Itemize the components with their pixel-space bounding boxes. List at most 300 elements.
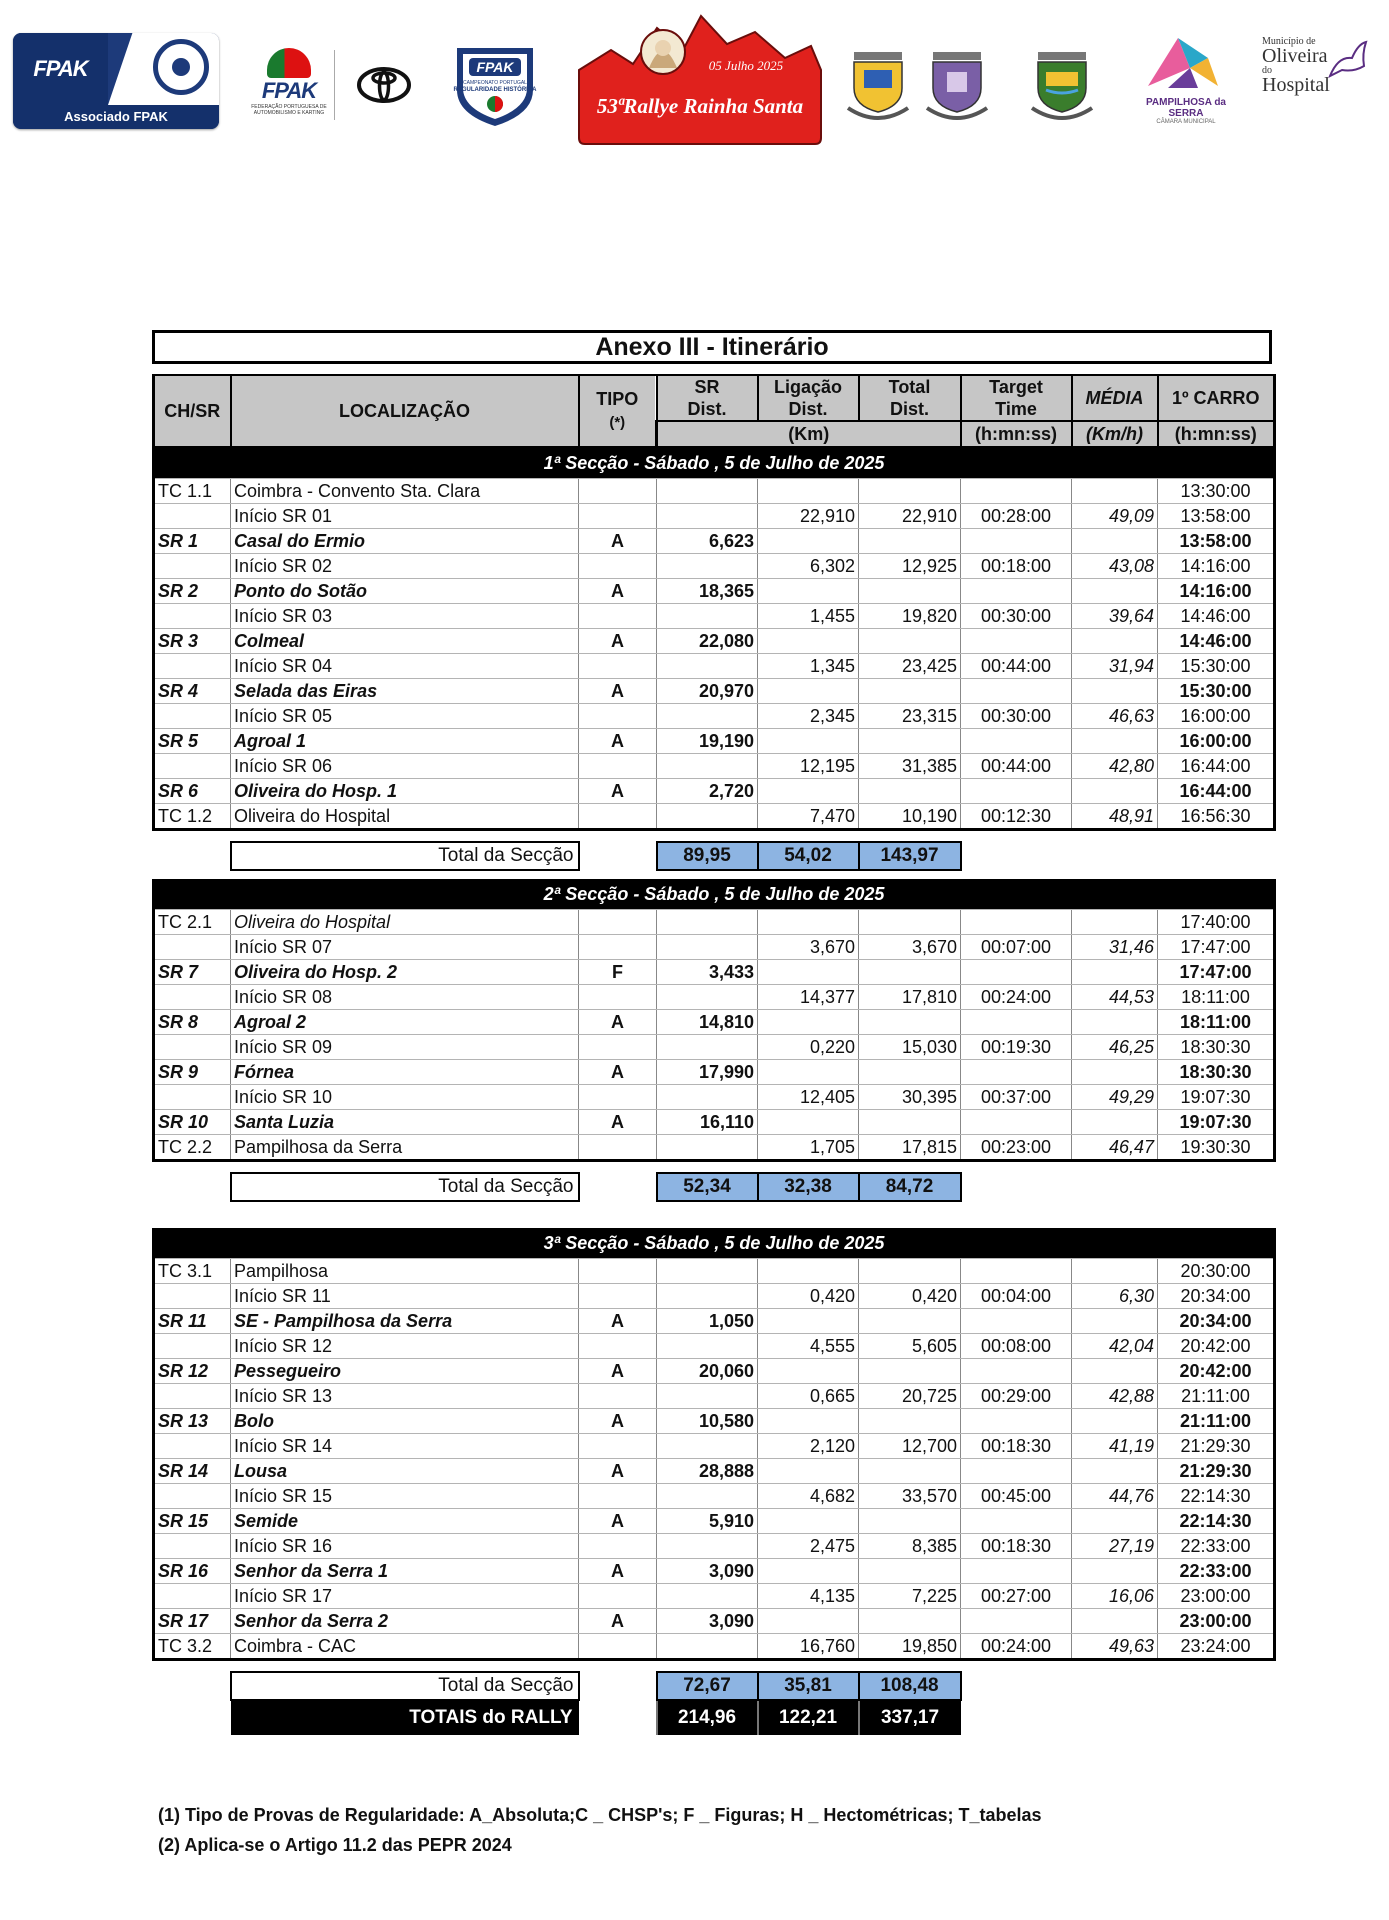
blank-cell [579, 1672, 657, 1700]
cell-chsr: TC 3.1 [154, 1259, 231, 1284]
cell-tipo [579, 704, 657, 729]
santa-clara-coimbra-crest [846, 48, 910, 126]
cell-tipo: A [579, 529, 657, 554]
cell-localizacao: Início SR 03 [231, 604, 579, 629]
cell-sr-dist: 3,433 [657, 960, 758, 985]
cell-chsr [154, 1384, 231, 1409]
cell-first-car: 18:11:00 [1158, 1010, 1275, 1035]
cell-first-car: 21:29:30 [1158, 1459, 1275, 1484]
cell-sr-dist [657, 1434, 758, 1459]
cell-tipo [579, 1259, 657, 1284]
cell-first-car: 16:44:00 [1158, 779, 1275, 804]
cell-ligacao-dist: 2,120 [758, 1434, 859, 1459]
cell-first-car: 22:33:00 [1158, 1534, 1275, 1559]
cell-first-car: 13:58:00 [1158, 504, 1275, 529]
rally-total-row [154, 1700, 1275, 1735]
cell-total-dist: 8,385 [859, 1534, 961, 1559]
cell-chsr: SR 9 [154, 1060, 231, 1085]
cell-media [1072, 1409, 1158, 1434]
cell-target-time: 00:07:00 [961, 935, 1072, 960]
cell-target-time [961, 1409, 1072, 1434]
header-km-unit: (Km) [657, 421, 961, 447]
itinerary-row [154, 1359, 1275, 1384]
cell-localizacao: Início SR 10 [231, 1085, 579, 1110]
cell-tipo: A [579, 679, 657, 704]
itinerary-row [154, 804, 1275, 830]
cell-first-car: 13:58:00 [1158, 529, 1275, 554]
header-sr-dist-label: Dist. [687, 399, 727, 419]
cell-target-time [961, 1559, 1072, 1584]
cell-ligacao-dist [758, 1110, 859, 1135]
cell-chsr: SR 7 [154, 960, 231, 985]
cell-localizacao: Coimbra - Convento Sta. Clara [231, 479, 579, 504]
cell-total-dist [859, 729, 961, 754]
cell-localizacao: Início SR 06 [231, 754, 579, 779]
cell-sr-dist [657, 1584, 758, 1609]
itinerary-row [154, 960, 1275, 985]
horse-rider-icon [1324, 36, 1372, 84]
cell-sr-dist: 1,050 [657, 1309, 758, 1334]
cell-target-time: 00:08:00 [961, 1334, 1072, 1359]
cell-localizacao: Fórnea [231, 1060, 579, 1085]
cell-localizacao: Coimbra - CAC [231, 1634, 579, 1660]
cell-total-dist [859, 1010, 961, 1035]
cell-media [1072, 960, 1158, 985]
cell-chsr [154, 1085, 231, 1110]
blank-cell [154, 1672, 231, 1700]
cell-chsr: SR 6 [154, 779, 231, 804]
cell-tipo [579, 1584, 657, 1609]
cell-chsr: SR 12 [154, 1359, 231, 1384]
itinerary-row [154, 1484, 1275, 1509]
cell-total-dist: 10,190 [859, 804, 961, 830]
itinerary-row [154, 754, 1275, 779]
cell-first-car: 21:11:00 [1158, 1384, 1275, 1409]
cell-chsr: SR 1 [154, 529, 231, 554]
cell-localizacao: Oliveira do Hospital [231, 910, 579, 935]
cell-sr-dist [657, 554, 758, 579]
cell-total-dist [859, 579, 961, 604]
cell-sr-dist [657, 804, 758, 830]
cell-first-car: 21:29:30 [1158, 1434, 1275, 1459]
cell-media: 44,53 [1072, 985, 1158, 1010]
cell-sr-dist: 10,580 [657, 1409, 758, 1434]
spacer-cell [154, 1161, 1275, 1174]
oliveira-word-3: Hospital [1262, 74, 1330, 96]
cell-target-time: 00:18:30 [961, 1534, 1072, 1559]
cell-target-time: 00:18:00 [961, 554, 1072, 579]
cell-sr-dist: 20,060 [657, 1359, 758, 1384]
cell-ligacao-dist: 1,455 [758, 604, 859, 629]
cell-ligacao-dist [758, 1559, 859, 1584]
cell-localizacao: Início SR 04 [231, 654, 579, 679]
cell-first-car: 22:14:30 [1158, 1484, 1275, 1509]
itinerary-row [154, 910, 1275, 935]
cell-sr-dist [657, 704, 758, 729]
cell-tipo [579, 479, 657, 504]
cell-media: 27,19 [1072, 1534, 1158, 1559]
fpak-associado-label: Associado FPAK [13, 105, 219, 129]
cell-localizacao: Ponto do Sotão [231, 579, 579, 604]
cell-first-car: 14:16:00 [1158, 579, 1275, 604]
cell-first-car: 19:30:30 [1158, 1135, 1275, 1161]
cell-sr-dist [657, 1035, 758, 1060]
cell-ligacao-dist [758, 1359, 859, 1384]
cell-target-time: 00:24:00 [961, 985, 1072, 1010]
cell-sr-dist: 5,910 [657, 1509, 758, 1534]
cell-target-time: 00:28:00 [961, 504, 1072, 529]
section-total-sr: 52,34 [657, 1173, 758, 1201]
cell-ligacao-dist: 7,470 [758, 804, 859, 830]
cell-localizacao: Início SR 08 [231, 985, 579, 1010]
cell-target-time [961, 1509, 1072, 1534]
cell-ligacao-dist: 2,475 [758, 1534, 859, 1559]
cell-media: 39,64 [1072, 604, 1158, 629]
cell-ligacao-dist: 0,420 [758, 1284, 859, 1309]
cell-chsr: TC 1.1 [154, 479, 231, 504]
itinerary-row [154, 1060, 1275, 1085]
cell-tipo [579, 1434, 657, 1459]
cell-first-car: 17:40:00 [1158, 910, 1275, 935]
cell-tipo: A [579, 1509, 657, 1534]
shield-fpak-text: FPAK [476, 59, 514, 75]
castelo-viegas-crest [925, 48, 989, 126]
cell-chsr: SR 8 [154, 1010, 231, 1035]
cell-target-time [961, 779, 1072, 804]
itinerary-row [154, 1334, 1275, 1359]
blank-cell [961, 842, 1275, 870]
header-ligacao-dist [758, 375, 859, 421]
cell-ligacao-dist: 16,760 [758, 1634, 859, 1660]
cell-total-dist [859, 679, 961, 704]
cell-media [1072, 1309, 1158, 1334]
cell-tipo [579, 1135, 657, 1161]
cell-tipo: A [579, 1559, 657, 1584]
itinerary-row [154, 1259, 1275, 1284]
cell-sr-dist: 6,623 [657, 529, 758, 554]
section-total-sr: 72,67 [657, 1672, 758, 1700]
itinerary-row [154, 554, 1275, 579]
cell-ligacao-dist [758, 529, 859, 554]
steering-wheel-icon [153, 39, 209, 95]
cell-total-dist [859, 629, 961, 654]
cell-sr-dist [657, 604, 758, 629]
cell-total-dist [859, 479, 961, 504]
cell-sr-dist [657, 1085, 758, 1110]
cell-localizacao: Início SR 12 [231, 1334, 579, 1359]
section-total-label: Total da Secção [231, 1672, 579, 1700]
cell-tipo [579, 504, 657, 529]
cell-chsr: SR 5 [154, 729, 231, 754]
itinerary-row [154, 1434, 1275, 1459]
cell-media [1072, 479, 1158, 504]
cell-localizacao: Bolo [231, 1409, 579, 1434]
cell-localizacao: Início SR 02 [231, 554, 579, 579]
cell-chsr: SR 14 [154, 1459, 231, 1484]
cell-tipo [579, 1384, 657, 1409]
cell-tipo: A [579, 1409, 657, 1434]
cell-sr-dist: 2,720 [657, 779, 758, 804]
header-target-time [961, 375, 1072, 421]
cell-localizacao: Pessegueiro [231, 1359, 579, 1384]
cell-localizacao: Casal do Ermio [231, 529, 579, 554]
section-total-row [154, 1672, 1275, 1700]
cell-first-car: 14:46:00 [1158, 629, 1275, 654]
shield-campeonato-line2: REGULARIDADE HISTÓRICA [453, 87, 537, 93]
cell-ligacao-dist [758, 779, 859, 804]
cell-total-dist: 12,925 [859, 554, 961, 579]
cell-chsr: SR 2 [154, 579, 231, 604]
cell-tipo: A [579, 579, 657, 604]
cell-chsr: TC 3.2 [154, 1634, 231, 1660]
cell-total-dist: 0,420 [859, 1284, 961, 1309]
cell-first-car: 14:46:00 [1158, 604, 1275, 629]
header-first-car-unit: (h:mn:ss) [1158, 421, 1275, 447]
itinerary-row [154, 629, 1275, 654]
cell-first-car: 22:14:30 [1158, 1509, 1275, 1534]
cell-sr-dist [657, 985, 758, 1010]
cell-ligacao-dist: 22,910 [758, 504, 859, 529]
shield-campeonato-line1: CAMPEONATO PORTUGAL [463, 80, 527, 86]
cell-ligacao-dist: 0,665 [758, 1384, 859, 1409]
cell-tipo: A [579, 1309, 657, 1334]
cell-sr-dist: 20,970 [657, 679, 758, 704]
rally-total-label: TOTAIS do RALLY [231, 1700, 579, 1735]
cell-localizacao: Início SR 09 [231, 1035, 579, 1060]
rally-total-sr: 214,96 [657, 1700, 758, 1735]
cell-sr-dist [657, 1284, 758, 1309]
cell-target-time: 00:45:00 [961, 1484, 1072, 1509]
cell-sr-dist [657, 1484, 758, 1509]
cell-chsr [154, 1284, 231, 1309]
header-tipo-label: TIPO [596, 389, 639, 409]
cell-ligacao-dist [758, 629, 859, 654]
cell-first-car: 23:24:00 [1158, 1634, 1275, 1660]
cell-target-time [961, 1060, 1072, 1085]
cell-ligacao-dist: 2,345 [758, 704, 859, 729]
cell-chsr [154, 935, 231, 960]
cell-first-car: 16:56:30 [1158, 804, 1275, 830]
cell-tipo: A [579, 1060, 657, 1085]
cell-media: 49,63 [1072, 1634, 1158, 1660]
cell-media: 42,04 [1072, 1334, 1158, 1359]
cell-tipo: F [579, 960, 657, 985]
section-title: 3ª Secção - Sábado , 5 de Julho de 2025 [154, 1228, 1275, 1259]
cell-media [1072, 629, 1158, 654]
cell-ligacao-dist [758, 960, 859, 985]
cell-media: 42,88 [1072, 1384, 1158, 1409]
itinerary-row [154, 1559, 1275, 1584]
cell-ligacao-dist: 4,135 [758, 1584, 859, 1609]
fpak-associado-logo [13, 33, 219, 129]
cell-target-time: 00:23:00 [961, 1135, 1072, 1161]
cell-media: 49,09 [1072, 504, 1158, 529]
cell-localizacao: Oliveira do Hosp. 2 [231, 960, 579, 985]
header-first-car: 1º CARRO [1158, 375, 1275, 421]
cell-first-car: 20:42:00 [1158, 1334, 1275, 1359]
cell-chsr [154, 1334, 231, 1359]
cell-localizacao: Agroal 1 [231, 729, 579, 754]
cell-localizacao: Semide [231, 1509, 579, 1534]
cell-sr-dist: 19,190 [657, 729, 758, 754]
header-target-label: Target [989, 377, 1043, 397]
cell-tipo [579, 1085, 657, 1110]
cell-total-dist [859, 1110, 961, 1135]
cell-ligacao-dist [758, 579, 859, 604]
header-total-label: Total [888, 377, 931, 397]
cell-media: 43,08 [1072, 554, 1158, 579]
cell-media: 16,06 [1072, 1584, 1158, 1609]
cell-ligacao-dist [758, 1509, 859, 1534]
cell-tipo: A [579, 1359, 657, 1384]
blank-cell [579, 1173, 657, 1201]
itinerary-row [154, 1384, 1275, 1409]
cell-media: 42,80 [1072, 754, 1158, 779]
header-tipo-footnote: (*) [609, 414, 626, 431]
cell-ligacao-dist: 14,377 [758, 985, 859, 1010]
header-localizacao: LOCALIZAÇÃO [231, 375, 579, 447]
page-title: Anexo III - Itinerário [152, 330, 1272, 364]
cell-localizacao: Senhor da Serra 1 [231, 1559, 579, 1584]
section-total-ligacao: 54,02 [758, 842, 859, 870]
cell-tipo [579, 654, 657, 679]
cell-ligacao-dist: 1,345 [758, 654, 859, 679]
cell-localizacao: Início SR 05 [231, 704, 579, 729]
cell-total-dist: 20,725 [859, 1384, 961, 1409]
cell-ligacao-dist: 1,705 [758, 1135, 859, 1161]
cell-target-time: 00:44:00 [961, 754, 1072, 779]
cell-total-dist [859, 1609, 961, 1634]
cell-total-dist: 19,820 [859, 604, 961, 629]
itinerary-row [154, 504, 1275, 529]
itinerary-row [154, 479, 1275, 504]
blank-cell [961, 1173, 1275, 1201]
cell-localizacao: Agroal 2 [231, 1010, 579, 1035]
itinerary-row [154, 1309, 1275, 1334]
header-tipo [579, 375, 657, 447]
cell-total-dist: 15,030 [859, 1035, 961, 1060]
cell-ligacao-dist [758, 1259, 859, 1284]
fpak-wordmark: FPAK [33, 56, 88, 81]
spacer-row [154, 870, 1275, 879]
cell-sr-dist [657, 1534, 758, 1559]
rally-name: 53ªRallye Rainha Santa [596, 94, 804, 118]
fpak-federation-wordmark: FPAK [261, 78, 317, 103]
cell-localizacao: Pampilhosa [231, 1259, 579, 1284]
cell-first-car: 18:30:30 [1158, 1035, 1275, 1060]
cell-total-dist [859, 1359, 961, 1384]
cell-tipo: A [579, 779, 657, 804]
cell-sr-dist: 22,080 [657, 629, 758, 654]
footnote-1: (1) Tipo de Provas de Regularidade: A_Absoluta;C _ CHSP's; F _ Figuras; H _ Hectométricas; T_tabelas [158, 1805, 1042, 1825]
cell-total-dist [859, 529, 961, 554]
cell-sr-dist [657, 1384, 758, 1409]
cell-sr-dist [657, 910, 758, 935]
cell-total-dist [859, 1259, 961, 1284]
rally-date: 05 Julho 2025 [708, 58, 784, 73]
itinerary-row [154, 1284, 1275, 1309]
header-ligacao-dist-label: Dist. [788, 399, 828, 419]
cell-first-car: 19:07:30 [1158, 1085, 1275, 1110]
spacer-cell [154, 1660, 1275, 1673]
cell-target-time [961, 529, 1072, 554]
section-total-label: Total da Secção [231, 1173, 579, 1201]
cell-first-car: 17:47:00 [1158, 960, 1275, 985]
cell-media [1072, 1609, 1158, 1634]
blank-cell [579, 1700, 657, 1735]
header-time-label: Time [995, 399, 1037, 419]
itinerary-row [154, 779, 1275, 804]
cell-localizacao: Lousa [231, 1459, 579, 1484]
cell-first-car: 20:30:00 [1158, 1259, 1275, 1284]
cell-tipo [579, 910, 657, 935]
logo-divider [334, 50, 335, 120]
cell-ligacao-dist [758, 1060, 859, 1085]
section-total-row [154, 842, 1275, 870]
cell-chsr [154, 604, 231, 629]
toyota-logo [357, 67, 411, 103]
oliveira-municipio-label: Município de [1262, 36, 1316, 47]
cell-ligacao-dist [758, 1459, 859, 1484]
cell-media [1072, 1259, 1158, 1284]
spacer-cell [154, 870, 1275, 879]
cell-tipo [579, 1035, 657, 1060]
cell-tipo [579, 554, 657, 579]
cell-first-car: 18:30:30 [1158, 1060, 1275, 1085]
cell-sr-dist [657, 479, 758, 504]
cell-media: 31,94 [1072, 654, 1158, 679]
spacer-row [154, 1660, 1275, 1673]
cell-target-time: 00:44:00 [961, 654, 1072, 679]
cell-total-dist [859, 1459, 961, 1484]
cell-total-dist [859, 1559, 961, 1584]
cell-chsr [154, 554, 231, 579]
cell-sr-dist [657, 1634, 758, 1660]
cell-chsr: SR 11 [154, 1309, 231, 1334]
cell-tipo [579, 754, 657, 779]
cell-ligacao-dist: 0,220 [758, 1035, 859, 1060]
header-media-unit: (Km/h) [1072, 421, 1158, 447]
itinerary-body [154, 447, 1275, 1735]
cell-ligacao-dist [758, 729, 859, 754]
rallye-rainha-santa-logo [571, 10, 829, 146]
rally-total-total: 337,17 [859, 1700, 961, 1735]
blank-cell [154, 1700, 231, 1735]
cell-media [1072, 1459, 1158, 1484]
cell-target-time [961, 1010, 1072, 1035]
pampilhosa-da-serra-logo [1138, 28, 1234, 124]
section-title: 2ª Secção - Sábado , 5 de Julho de 2025 [154, 879, 1275, 910]
cell-first-car: 15:30:00 [1158, 654, 1275, 679]
cell-media: 41,19 [1072, 1434, 1158, 1459]
cell-sr-dist [657, 654, 758, 679]
cell-sr-dist: 14,810 [657, 1010, 758, 1035]
itinerary-row [154, 1035, 1275, 1060]
cell-total-dist: 23,315 [859, 704, 961, 729]
section-total-sr: 89,95 [657, 842, 758, 870]
cell-target-time: 00:12:30 [961, 804, 1072, 830]
fpak-emblem-icon [267, 48, 311, 78]
cell-chsr: SR 15 [154, 1509, 231, 1534]
cell-media: 44,76 [1072, 1484, 1158, 1509]
cell-total-dist: 12,700 [859, 1434, 961, 1459]
cell-first-car: 17:47:00 [1158, 935, 1275, 960]
cell-ligacao-dist [758, 679, 859, 704]
cell-first-car: 14:16:00 [1158, 554, 1275, 579]
cell-target-time: 00:24:00 [961, 1634, 1072, 1660]
cell-localizacao: Início SR 16 [231, 1534, 579, 1559]
cell-tipo: A [579, 1010, 657, 1035]
